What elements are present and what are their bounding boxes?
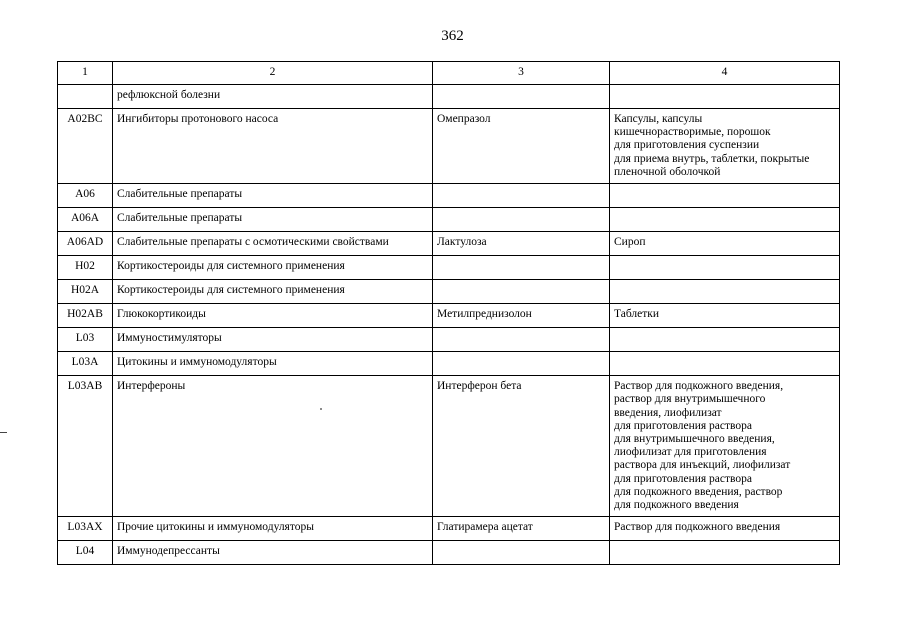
drug-name-cell: [433, 280, 610, 304]
dosage-form-cell: [610, 352, 840, 376]
table-row: [58, 208, 840, 232]
group-name-cell: Иммунодепрессанты: [113, 541, 433, 565]
drug-name-cell: [433, 208, 610, 232]
drug-name-cell: [433, 328, 610, 352]
dosage-form-cell: Сироп: [610, 232, 840, 256]
group-name-cell: Прочие цитокины и иммуномодуляторы: [113, 517, 433, 541]
column-header-4: 4: [610, 62, 840, 85]
atc-code-cell: L03A: [58, 352, 113, 376]
atc-code-cell: L04: [58, 541, 113, 565]
atc-code-cell: H02A: [58, 280, 113, 304]
dosage-form-cell: [610, 541, 840, 565]
atc-code-cell: [58, 85, 113, 109]
atc-code-cell: H02AB: [58, 304, 113, 328]
group-name-cell: Интерфероны: [113, 376, 433, 517]
table-row: [58, 184, 840, 208]
drug-name-cell: [433, 256, 610, 280]
drug-name-cell: [433, 85, 610, 109]
dosage-form-cell: [610, 184, 840, 208]
page-number: 362: [441, 28, 464, 44]
dosage-form-cell: [610, 85, 840, 109]
table-row: [58, 232, 840, 256]
drug-name-cell: [433, 352, 610, 376]
column-header-3: 3: [433, 62, 610, 85]
group-name-cell: Слабительные препараты с осмотическими свойствами: [113, 232, 433, 256]
group-name-cell: Глюкокортикоиды: [113, 304, 433, 328]
drug-name-cell: Глатирамера ацетат: [433, 517, 610, 541]
drug-name-cell: [433, 541, 610, 565]
table-row: [58, 541, 840, 565]
dosage-form-cell: [610, 208, 840, 232]
atc-code-cell: H02: [58, 256, 113, 280]
atc-code-cell: A02BC: [58, 109, 113, 184]
drug-name-cell: Метилпреднизолон: [433, 304, 610, 328]
table-row: [58, 352, 840, 376]
atc-code-cell: A06: [58, 184, 113, 208]
margin-mark: [0, 432, 7, 433]
table-row: [58, 109, 840, 184]
drug-name-cell: Лактулоза: [433, 232, 610, 256]
table-row: [58, 304, 840, 328]
group-name-cell: Иммуностимуляторы: [113, 328, 433, 352]
group-name-cell: Кортикостероиды для системного применения: [113, 256, 433, 280]
group-name-cell: рефлюксной болезни: [113, 85, 433, 109]
table-row: [58, 328, 840, 352]
drug-name-cell: [433, 184, 610, 208]
table-row: [58, 256, 840, 280]
atc-code-cell: A06A: [58, 208, 113, 232]
atc-code-cell: L03AX: [58, 517, 113, 541]
dosage-form-cell: Капсулы, капсулы кишечнорастворимые, порошок для приготовления суспензии для приема внутрь, таблетки, покрытые пленочной оболочкой: [610, 109, 840, 184]
group-name-cell: Слабительные препараты: [113, 208, 433, 232]
dosage-form-cell: [610, 256, 840, 280]
group-name-cell: Цитокины и иммуномодуляторы: [113, 352, 433, 376]
drug-table: [57, 61, 840, 565]
column-header-2: 2: [113, 62, 433, 85]
atc-code-cell: L03AB: [58, 376, 113, 517]
drug-name-cell: Омепразол: [433, 109, 610, 184]
atc-code-cell: L03: [58, 328, 113, 352]
dosage-form-cell: Таблетки: [610, 304, 840, 328]
table-row: [58, 517, 840, 541]
table-header-row: [58, 62, 840, 85]
table-row: [58, 280, 840, 304]
dosage-form-cell: [610, 280, 840, 304]
drug-name-cell: Интерферон бета: [433, 376, 610, 517]
group-name-cell: Слабительные препараты: [113, 184, 433, 208]
atc-code-cell: A06AD: [58, 232, 113, 256]
column-header-1: 1: [58, 62, 113, 85]
table-row: [58, 376, 840, 517]
dosage-form-cell: [610, 328, 840, 352]
table-row: [58, 85, 840, 109]
dosage-form-cell: Раствор для подкожного введения: [610, 517, 840, 541]
dosage-form-cell: Раствор для подкожного введения, раствор для внутримышечного введения, лиофилизат для приготовления раствора для внутримышечного введения, лиофилизат для приготовления раствора для инъекций, лиофилизат для приготовления раствора для подкожного введения, раствор для подкожного введения: [610, 376, 840, 517]
group-name-cell: Кортикостероиды для системного применения: [113, 280, 433, 304]
group-name-cell: Ингибиторы протонового насоса: [113, 109, 433, 184]
